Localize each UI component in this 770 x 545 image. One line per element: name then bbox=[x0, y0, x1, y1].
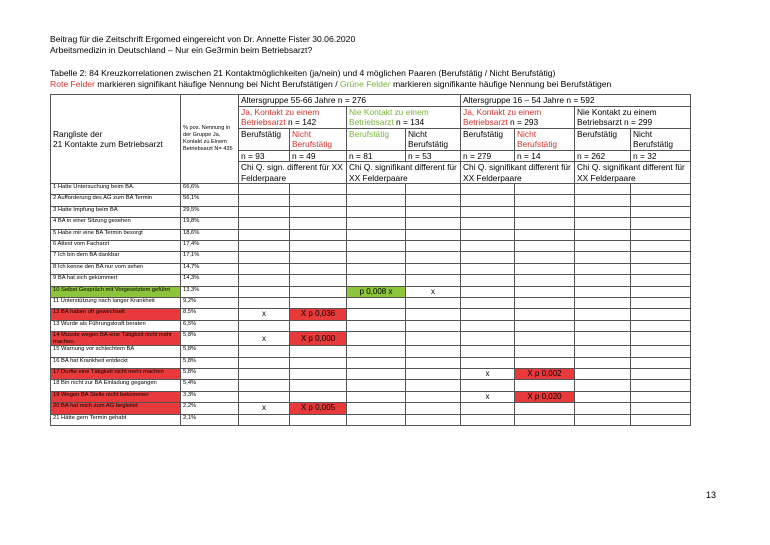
document-header-line1: Beitrag für die Zeitschrift Ergomed eingereicht von Dr. Annette Fister 30.06.2020 bbox=[50, 34, 356, 44]
col-berufstaetig: Berufstätig bbox=[239, 128, 290, 150]
row-label: 11 Unterstützung nach langer Krankheit bbox=[51, 297, 181, 308]
n-value: n = 262 bbox=[575, 150, 631, 162]
row-label: 1 Hatte Untersuchung beim BA. bbox=[51, 184, 181, 195]
cell-mark bbox=[290, 414, 347, 425]
cell-mark bbox=[515, 229, 575, 240]
cell-mark bbox=[461, 184, 515, 195]
table-row bbox=[51, 263, 691, 274]
cell-mark bbox=[290, 240, 347, 251]
row-label: 8 Ich kenne den BA nur vom sehen bbox=[51, 263, 181, 274]
cell-mark bbox=[406, 346, 461, 357]
row-label: 4 BA in einer Sitzung gesehen bbox=[51, 218, 181, 229]
cell-mark bbox=[406, 275, 461, 286]
cell-mark bbox=[290, 369, 347, 380]
row-percent: 56,1% bbox=[181, 195, 239, 206]
cell-mark bbox=[406, 391, 461, 402]
cell-mark bbox=[631, 229, 691, 240]
cell-mark bbox=[347, 240, 406, 251]
cell-mark bbox=[631, 195, 691, 206]
cell-mark bbox=[290, 357, 347, 368]
row-percent: 9,2% bbox=[181, 297, 239, 308]
cell-mark bbox=[290, 286, 347, 297]
cell-mark bbox=[461, 252, 515, 263]
legend-end: markieren signifikante häufige Nennung bei Berufstätigen bbox=[390, 79, 612, 89]
cell-mark bbox=[290, 391, 347, 402]
cell-mark bbox=[239, 380, 290, 391]
cell-mark bbox=[515, 403, 575, 414]
cell-mark bbox=[239, 206, 290, 217]
cell-mark bbox=[575, 403, 631, 414]
cell-mark bbox=[461, 195, 515, 206]
row-percent: 13,3% bbox=[181, 286, 239, 297]
cell-mark bbox=[515, 414, 575, 425]
table-row bbox=[51, 229, 691, 240]
cell-mark bbox=[239, 240, 290, 251]
legend-mid: markieren signifikant häufige Nennung bei Nicht Berufstätigen / bbox=[94, 79, 340, 89]
cell-mark bbox=[631, 320, 691, 331]
row-label: 13 Wurde als Führungskraft beraten bbox=[51, 320, 181, 331]
cell-mark bbox=[515, 297, 575, 308]
cell-mark bbox=[347, 252, 406, 263]
table-row bbox=[51, 195, 691, 206]
cell-mark bbox=[461, 240, 515, 251]
cell-mark bbox=[575, 320, 631, 331]
row-percent: 6,5% bbox=[181, 320, 239, 331]
cell-mark bbox=[631, 297, 691, 308]
cell-mark: x bbox=[461, 391, 515, 402]
cell-mark bbox=[515, 320, 575, 331]
cell-mark bbox=[239, 346, 290, 357]
cell-mark bbox=[461, 332, 515, 346]
cell-mark bbox=[631, 346, 691, 357]
g2-ja-prefix: Ja, Kontakt zu einem Betriebsarzt bbox=[463, 106, 542, 127]
cell-mark bbox=[239, 286, 290, 297]
row-percent: 17,1% bbox=[181, 252, 239, 263]
cell-mark bbox=[461, 263, 515, 274]
row-label: 18 Bin nicht zur BA Einladung gegangen bbox=[51, 380, 181, 391]
n-value: n = 93 bbox=[239, 150, 290, 162]
row-percent: 5,8% bbox=[181, 346, 239, 357]
cell-mark bbox=[515, 218, 575, 229]
cell-mark bbox=[631, 218, 691, 229]
col-nicht-berufstaetig: Nicht Berufstätig bbox=[290, 128, 347, 150]
row-percent: 18,6% bbox=[181, 229, 239, 240]
cell-mark bbox=[631, 309, 691, 320]
cell-mark bbox=[347, 332, 406, 346]
row-label: 16 BA hat Krankheit entdeckt bbox=[51, 357, 181, 368]
legend-red: Rote Felder bbox=[50, 79, 95, 89]
table-row bbox=[51, 357, 691, 368]
cell-mark bbox=[461, 346, 515, 357]
cell-mark bbox=[461, 403, 515, 414]
row-label: 9 BA hat sich gekümmert bbox=[51, 275, 181, 286]
cell-mark bbox=[406, 252, 461, 263]
cell-mark bbox=[406, 195, 461, 206]
cell-mark bbox=[347, 263, 406, 274]
cell-mark bbox=[347, 357, 406, 368]
table-row bbox=[51, 286, 691, 297]
cell-mark bbox=[239, 391, 290, 402]
cell-mark bbox=[461, 206, 515, 217]
table-row bbox=[51, 346, 691, 357]
row-percent: 3,3% bbox=[181, 391, 239, 402]
cell-mark bbox=[631, 286, 691, 297]
cell-mark bbox=[406, 184, 461, 195]
row-label: 10 Selbst Gespräch mit Vorgesetztem geführt bbox=[51, 286, 181, 297]
document-header-line2: Arbeitsmedizin in Deutschland – Nur ein Ge3rmin beim Betriebsarzt? bbox=[50, 45, 313, 55]
row-label: 14 Musste wegen BA eine Tätigkeit nicht mehr machen. bbox=[51, 332, 181, 346]
row-label: 7 Ich bin dem BA dankbar bbox=[51, 252, 181, 263]
cell-mark bbox=[406, 240, 461, 251]
cell-mark bbox=[347, 391, 406, 402]
row-label: 3 Hatte Impfung beim BA bbox=[51, 206, 181, 217]
table-caption: Tabelle 2: 84 Kreuzkorrelationen zwischen 21 Kontaktmöglichkeiten (ja/nein) und 4 möglichen Paaren (Berufstätig / Nicht Berufstätig) bbox=[50, 68, 556, 78]
cell-mark bbox=[461, 380, 515, 391]
cell-mark bbox=[575, 369, 631, 380]
cell-mark bbox=[515, 309, 575, 320]
cell-mark bbox=[347, 206, 406, 217]
n-value: n = 32 bbox=[631, 150, 691, 162]
group1-header: Altersgruppe 55-66 Jahre n = 276 bbox=[239, 95, 461, 107]
g1-nie-prefix: Nie Kontakt zu einem Betriebsarzt bbox=[349, 106, 429, 127]
cell-mark bbox=[239, 218, 290, 229]
table-row bbox=[51, 320, 691, 331]
cell-mark bbox=[515, 346, 575, 357]
table-row bbox=[51, 252, 691, 263]
cell-mark bbox=[461, 275, 515, 286]
cell-mark bbox=[515, 252, 575, 263]
cell-mark bbox=[347, 403, 406, 414]
cell-mark bbox=[575, 275, 631, 286]
cell-mark bbox=[515, 286, 575, 297]
cell-mark bbox=[290, 346, 347, 357]
g1-ja-header bbox=[239, 106, 347, 128]
cell-mark bbox=[239, 263, 290, 274]
cell-mark bbox=[461, 320, 515, 331]
cell-mark bbox=[290, 263, 347, 274]
n-value: n = 14 bbox=[515, 150, 575, 162]
cell-mark bbox=[290, 380, 347, 391]
page-number: 13 bbox=[706, 490, 717, 500]
legend-green: Grüne Felder bbox=[339, 79, 391, 89]
col-nicht-berufstaetig: Nicht Berufstätig bbox=[631, 128, 691, 150]
row-percent: 5,8% bbox=[181, 357, 239, 368]
n-value: n = 81 bbox=[347, 150, 406, 162]
cell-mark bbox=[631, 403, 691, 414]
row-label: 12 BA haben oft gewechselt bbox=[51, 309, 181, 320]
cell-mark bbox=[239, 195, 290, 206]
cell-mark: X p 0,002 bbox=[515, 369, 575, 380]
cell-mark bbox=[290, 229, 347, 240]
row-label: 20 BA hat mich zum AG begleitet bbox=[51, 403, 181, 414]
cell-mark bbox=[406, 380, 461, 391]
cell-mark bbox=[406, 403, 461, 414]
cell-mark: p 0,008 x bbox=[347, 286, 406, 297]
row-label: 2 Aufforderung des AG zum BA Termin bbox=[51, 195, 181, 206]
cell-mark bbox=[347, 380, 406, 391]
cell-mark bbox=[347, 275, 406, 286]
cell-mark bbox=[575, 195, 631, 206]
cell-mark bbox=[290, 206, 347, 217]
cell-mark bbox=[406, 229, 461, 240]
table-legend bbox=[50, 79, 611, 90]
cell-mark bbox=[406, 218, 461, 229]
cell-mark bbox=[406, 263, 461, 274]
col-nicht-berufstaetig: Nicht Berufstätig bbox=[515, 128, 575, 150]
cell-mark bbox=[631, 275, 691, 286]
cell-mark bbox=[239, 297, 290, 308]
cell-mark bbox=[515, 195, 575, 206]
cell-mark bbox=[575, 184, 631, 195]
cell-mark bbox=[575, 252, 631, 263]
cell-mark bbox=[631, 380, 691, 391]
cell-mark bbox=[239, 320, 290, 331]
cell-mark bbox=[406, 297, 461, 308]
table-row bbox=[51, 403, 691, 414]
cell-mark bbox=[347, 229, 406, 240]
row-percent: 66,6% bbox=[181, 184, 239, 195]
cell-mark: x bbox=[406, 286, 461, 297]
cell-mark bbox=[461, 286, 515, 297]
g1-ja-n: n = 142 bbox=[285, 117, 317, 127]
col-berufstaetig: Berufstätig bbox=[347, 128, 406, 150]
cell-mark bbox=[461, 309, 515, 320]
row-label: 6 Attest vom Facharzt bbox=[51, 240, 181, 251]
cell-mark bbox=[290, 297, 347, 308]
table-row bbox=[51, 380, 691, 391]
cell-mark bbox=[575, 263, 631, 274]
cell-mark: x bbox=[239, 309, 290, 320]
cell-mark bbox=[239, 229, 290, 240]
cell-mark bbox=[631, 414, 691, 425]
cell-mark bbox=[461, 357, 515, 368]
cell-mark bbox=[575, 309, 631, 320]
row-percent: 5,8% bbox=[181, 369, 239, 380]
cell-mark: x bbox=[239, 403, 290, 414]
table-row bbox=[51, 275, 691, 286]
cell-mark bbox=[575, 414, 631, 425]
cell-mark bbox=[631, 206, 691, 217]
cell-mark bbox=[631, 252, 691, 263]
cell-mark: x bbox=[239, 332, 290, 346]
cell-mark bbox=[347, 414, 406, 425]
cell-mark bbox=[575, 229, 631, 240]
cell-mark bbox=[515, 184, 575, 195]
cell-mark bbox=[515, 240, 575, 251]
row-label: 15 Warnung vor schlechtem BA bbox=[51, 346, 181, 357]
cell-mark bbox=[406, 369, 461, 380]
cell-mark bbox=[290, 252, 347, 263]
cell-mark bbox=[347, 320, 406, 331]
cell-mark bbox=[406, 206, 461, 217]
cell-mark bbox=[461, 218, 515, 229]
table-body bbox=[51, 184, 691, 426]
row-label: 5 Habe mir eine BA Termin besorgt bbox=[51, 229, 181, 240]
row-percent: 17,4% bbox=[181, 240, 239, 251]
g2-nie-header: Nie Kontakt zu einem Betriebsarzt n = 299 bbox=[575, 106, 691, 128]
cell-mark bbox=[290, 218, 347, 229]
table-row bbox=[51, 184, 691, 195]
cell-mark bbox=[406, 414, 461, 425]
row-percent: 29,5% bbox=[181, 206, 239, 217]
g1-ja-prefix: Ja, Kontakt zu einem Betriebsarzt bbox=[241, 106, 320, 127]
cell-mark bbox=[461, 414, 515, 425]
cell-mark bbox=[347, 369, 406, 380]
row-label: 17 Durfte eine Tätigkeit nicht mehr machen bbox=[51, 369, 181, 380]
cell-mark bbox=[631, 391, 691, 402]
cell-mark: X p 0,000 bbox=[290, 332, 347, 346]
cell-mark: x bbox=[461, 369, 515, 380]
cell-mark bbox=[515, 206, 575, 217]
row-percent: 14,3% bbox=[181, 275, 239, 286]
cell-mark bbox=[239, 414, 290, 425]
cell-mark bbox=[631, 369, 691, 380]
table-row bbox=[51, 206, 691, 217]
cell-mark bbox=[515, 380, 575, 391]
correlation-table bbox=[50, 94, 691, 426]
cell-mark bbox=[631, 263, 691, 274]
row-percent: 14,7% bbox=[181, 263, 239, 274]
rank-header: Rangliste der 21 Kontakte zum Betriebsarzt bbox=[51, 95, 181, 184]
cell-mark bbox=[290, 195, 347, 206]
cell-mark bbox=[406, 320, 461, 331]
g2-ja-n: n = 293 bbox=[507, 117, 539, 127]
cell-mark bbox=[290, 320, 347, 331]
col-nicht-berufstaetig: Nicht Berufstätig bbox=[406, 128, 461, 150]
cell-mark: X p 0,036 bbox=[290, 309, 347, 320]
cell-mark: X p 0,005 bbox=[290, 403, 347, 414]
col-berufstaetig: Berufstätig bbox=[575, 128, 631, 150]
n-value: n = 279 bbox=[461, 150, 515, 162]
cell-mark bbox=[347, 195, 406, 206]
cell-mark bbox=[515, 357, 575, 368]
cell-mark bbox=[290, 184, 347, 195]
cell-mark bbox=[631, 357, 691, 368]
g2-ja-header bbox=[461, 106, 575, 128]
g1-nie-header bbox=[347, 106, 461, 128]
cell-mark bbox=[575, 218, 631, 229]
row-percent: 5,8% bbox=[181, 332, 239, 346]
cell-mark bbox=[515, 263, 575, 274]
cell-mark bbox=[575, 206, 631, 217]
cell-mark bbox=[406, 332, 461, 346]
cell-mark bbox=[575, 380, 631, 391]
cell-mark bbox=[515, 275, 575, 286]
cell-mark bbox=[575, 346, 631, 357]
table-row bbox=[51, 332, 691, 346]
cell-mark bbox=[575, 332, 631, 346]
cell-mark bbox=[347, 218, 406, 229]
row-label: 19 Wegen BA Stelle nicht bekommen bbox=[51, 391, 181, 402]
cell-mark bbox=[575, 391, 631, 402]
row-label: 21 Hätte gern Termin gehabt bbox=[51, 414, 181, 425]
cell-mark bbox=[575, 286, 631, 297]
pct-header: % pos. Nennung in der Gruppe Ja, Kontakt zu Einem Betriebsarzt N= 435 bbox=[181, 95, 239, 184]
cell-mark bbox=[575, 357, 631, 368]
cell-mark bbox=[631, 240, 691, 251]
cell-mark bbox=[515, 332, 575, 346]
group2-header: Altersgruppe 16 – 54 Jahre n = 592 bbox=[461, 95, 691, 107]
n-value: n = 53 bbox=[406, 150, 461, 162]
chi-header-1: Chi Q. sign. different für XX Felderpaare bbox=[239, 162, 347, 184]
cell-mark bbox=[631, 332, 691, 346]
row-percent: 5,4% bbox=[181, 380, 239, 391]
col-berufstaetig: Berufstätig bbox=[461, 128, 515, 150]
cell-mark bbox=[575, 297, 631, 308]
chi-header-3: Chi Q. signifikant different für XX Felderpaare bbox=[461, 162, 575, 184]
cell-mark bbox=[239, 369, 290, 380]
chi-header-2: Chi Q. signifikant different für XX Felderpaare bbox=[347, 162, 461, 184]
n-value: n = 49 bbox=[290, 150, 347, 162]
table-row bbox=[51, 391, 691, 402]
cell-mark bbox=[239, 252, 290, 263]
cell-mark bbox=[347, 184, 406, 195]
cell-mark bbox=[631, 184, 691, 195]
cell-mark bbox=[239, 275, 290, 286]
cell-mark bbox=[406, 309, 461, 320]
row-percent: 8,5% bbox=[181, 309, 239, 320]
g1-nie-n: n = 134 bbox=[393, 117, 425, 127]
cell-mark bbox=[239, 184, 290, 195]
table-row bbox=[51, 240, 691, 251]
cell-mark bbox=[575, 240, 631, 251]
table-row bbox=[51, 218, 691, 229]
table-row bbox=[51, 369, 691, 380]
cell-mark bbox=[290, 275, 347, 286]
row-percent: 19,8% bbox=[181, 218, 239, 229]
cell-mark bbox=[239, 357, 290, 368]
chi-header-4: Chi Q. signifikant different für XX Felderpaare bbox=[575, 162, 691, 184]
cell-mark bbox=[347, 297, 406, 308]
row-percent: 2,1% bbox=[181, 414, 239, 425]
cell-mark bbox=[461, 297, 515, 308]
cell-mark bbox=[347, 346, 406, 357]
table-row bbox=[51, 297, 691, 308]
row-percent: 2,2% bbox=[181, 403, 239, 414]
table-row bbox=[51, 414, 691, 425]
cell-mark bbox=[461, 229, 515, 240]
cell-mark bbox=[406, 357, 461, 368]
cell-mark: X p 0,020 bbox=[515, 391, 575, 402]
table-row bbox=[51, 309, 691, 320]
cell-mark bbox=[347, 309, 406, 320]
